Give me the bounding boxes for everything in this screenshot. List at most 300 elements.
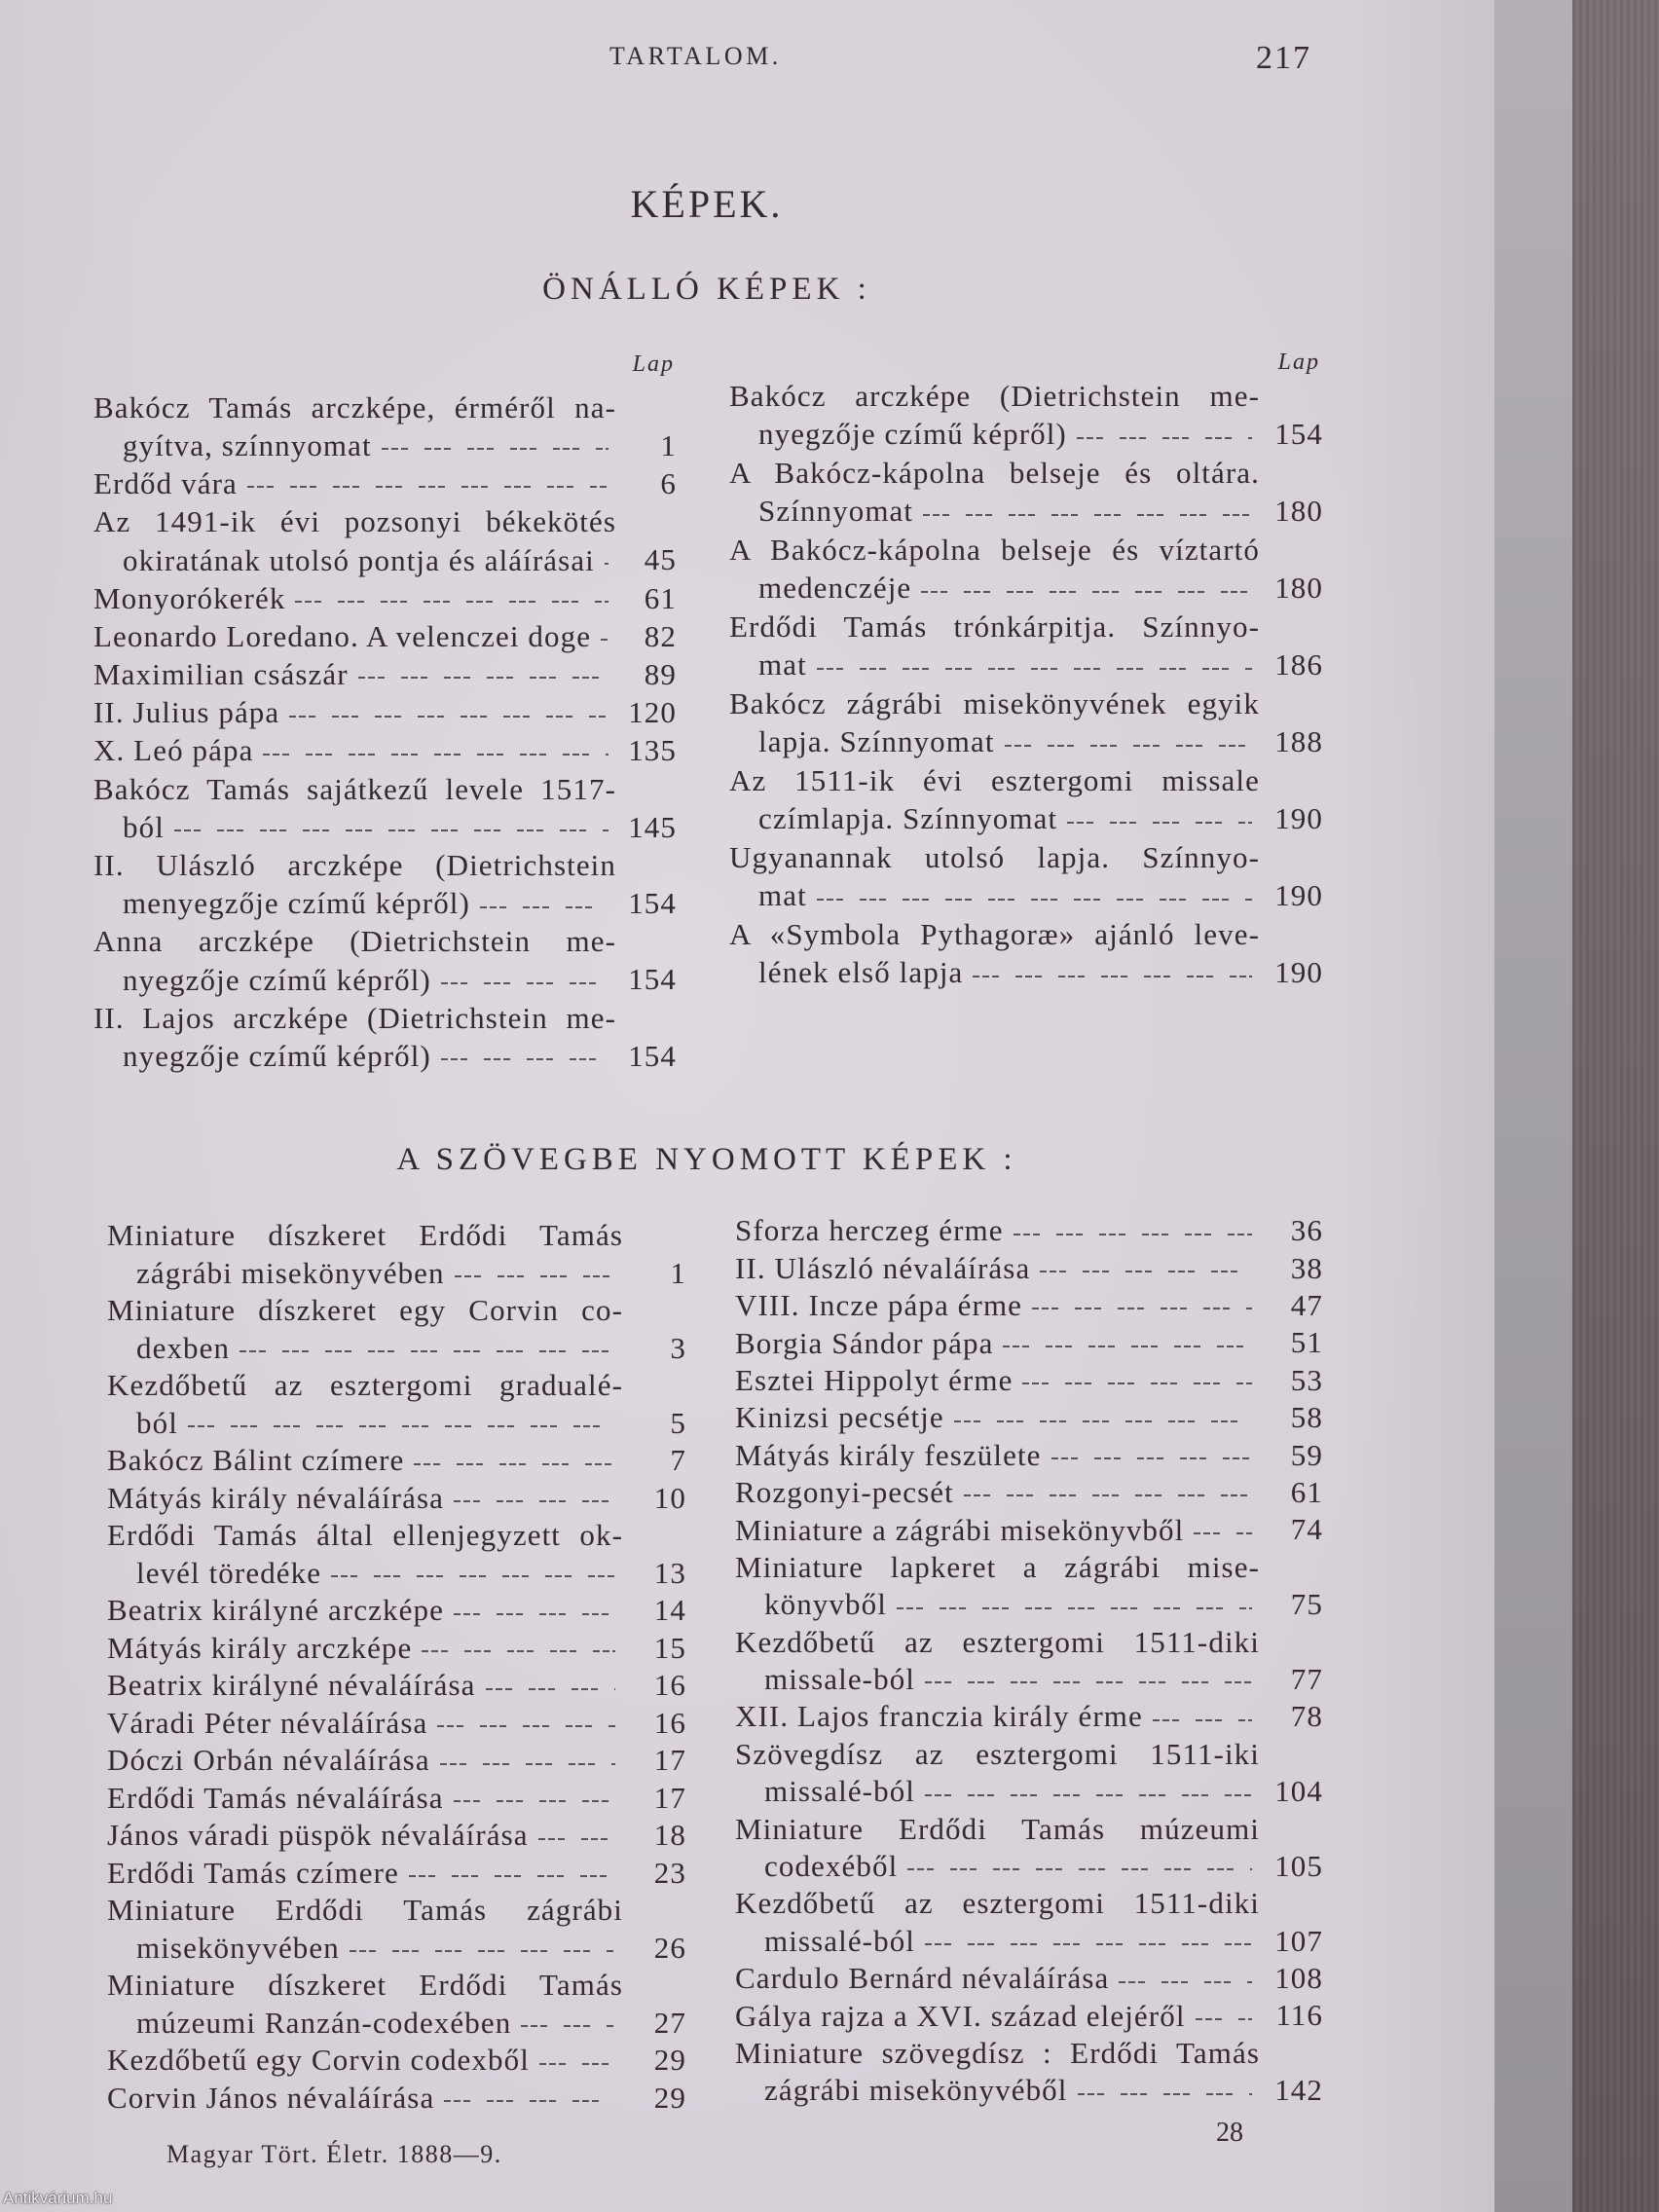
entry-line <box>735 1773 1323 1810</box>
entry-line <box>729 838 1260 877</box>
entry-title-text: Kezdőbetű az esztergomi 1511-diki <box>735 1886 1260 1921</box>
entry-page-number: 82 <box>644 618 677 653</box>
entry-line <box>107 1892 623 1930</box>
toc-entry <box>735 1287 1323 1324</box>
toc-entry <box>735 1399 1323 1436</box>
entry-line <box>735 1511 1323 1548</box>
leader-dots <box>409 1875 615 1877</box>
entry-title-text: Miniature díszkeret Erdődi Tamás <box>107 1968 623 2003</box>
entry-title-text: A Bakócz-kápolna belseje és oltára. <box>729 455 1260 490</box>
entry-page-number: 7 <box>670 1443 686 1478</box>
entry-page-number: 45 <box>644 542 677 577</box>
entry-line <box>93 617 677 655</box>
entry-line <box>735 1661 1323 1698</box>
entry-line <box>735 1623 1260 1660</box>
entry-line <box>735 2072 1323 2109</box>
entry-title-text: Erdőd vára <box>93 466 238 501</box>
leader-dots <box>897 1607 1252 1609</box>
entry-title-text: II. Ulászló arczképe (Dietrichstein <box>93 848 616 883</box>
toc-entry <box>735 1436 1323 1473</box>
entry-line <box>729 454 1260 493</box>
leader-dots <box>440 1763 615 1765</box>
entry-page-number: 17 <box>653 1743 686 1778</box>
entry-title-text: Bakócz arczképe (Dietrichstein me- <box>729 378 1260 413</box>
toc-entry <box>107 1292 686 1367</box>
entry-title-text: A Bakócz-kápolna belseje és víztartó <box>729 532 1260 567</box>
entry-page-number: 116 <box>1275 1998 1323 2033</box>
entry-page-number: 27 <box>653 2005 686 2040</box>
entry-page-number: 74 <box>1290 1512 1323 1547</box>
entry-line <box>107 1855 686 1893</box>
toc-entry <box>735 1511 1323 1548</box>
leader-dots <box>263 754 608 756</box>
toc-entry <box>735 1549 1323 1624</box>
toc-entry <box>729 761 1323 838</box>
entry-title-text: Bakócz Tamás arczképe, érméről na- <box>93 389 616 424</box>
entry-line <box>93 884 677 922</box>
entry-title-text: Maximilian császár <box>93 657 349 692</box>
entry-title-text: zágrábi misekönyvében <box>136 1255 445 1290</box>
toc-entry <box>735 1324 1323 1361</box>
entry-line <box>107 1930 686 1968</box>
toc-entry <box>93 694 677 732</box>
entry-title-text: Szövegdísz az esztergomi 1511-iki <box>735 1736 1260 1771</box>
entry-line <box>735 1287 1323 1324</box>
entry-line <box>93 655 677 693</box>
entry-title-text: II. Ulászló névaláírása <box>735 1250 1031 1285</box>
leader-dots <box>247 486 608 488</box>
toc-entry <box>107 1855 686 1893</box>
entry-line <box>735 1885 1260 1922</box>
leader-dots <box>925 1943 1252 1945</box>
entry-line <box>729 377 1260 416</box>
toc-column-right <box>729 377 1323 992</box>
entry-title-text: Az 1511-ik évi esztergomi missale <box>729 762 1260 797</box>
leader-dots <box>331 1575 615 1577</box>
entry-line <box>735 1436 1323 1473</box>
toc-entry <box>729 684 1323 761</box>
leader-dots <box>1077 437 1252 439</box>
entry-line <box>735 1362 1323 1399</box>
entry-title-text: Miniature díszkeret Erdődi Tamás <box>107 1218 623 1253</box>
entry-title-text: Miniature díszkeret egy Corvin co- <box>107 1293 623 1328</box>
entry-line <box>107 1705 686 1743</box>
toc-entry <box>107 1592 686 1630</box>
page-edge-strip <box>1494 0 1572 2212</box>
entry-title-text: X. Leó pápa <box>93 733 254 768</box>
entry-title-text: Beatrix királyné névaláírása <box>107 1668 476 1703</box>
entry-title-text: Mátyás király arczképe <box>107 1630 413 1665</box>
leader-dots <box>1032 1308 1252 1309</box>
leader-dots <box>240 1350 615 1352</box>
toc-entry <box>735 1810 1323 1885</box>
entry-line <box>107 2080 686 2118</box>
toc-entry <box>729 454 1323 531</box>
entry-line <box>107 1480 686 1518</box>
entry-page-number: 190 <box>1274 878 1323 913</box>
entry-line <box>107 1817 686 1855</box>
toc-entry <box>93 617 677 655</box>
toc-entry <box>107 1742 686 1780</box>
toc-entry <box>107 1705 686 1743</box>
entry-line <box>107 1967 623 2005</box>
leader-dots <box>1022 1382 1252 1384</box>
entry-page-number: 186 <box>1274 647 1323 682</box>
leader-dots <box>437 1725 615 1727</box>
entry-line <box>107 1667 686 1705</box>
entry-title-text: Erdődi Tamás czímere <box>107 1855 399 1890</box>
entry-page-number: 38 <box>1290 1250 1323 1285</box>
entry-page-number: 36 <box>1290 1213 1323 1248</box>
entry-page-number: 15 <box>653 1630 686 1665</box>
entry-title-text: Kezdőbetű az esztergomi gradualé- <box>107 1368 623 1403</box>
entry-line <box>93 388 616 426</box>
section-heading-standalone-images: ÖNÁLLÓ KÉPEK : <box>542 272 871 307</box>
entry-line <box>735 1586 1323 1623</box>
entry-title-text: múzeumi Ranzán-codexében <box>136 2005 512 2040</box>
leader-dots <box>1078 2093 1253 2095</box>
toc-entry <box>107 1967 686 2042</box>
entry-page-number: 154 <box>628 962 677 997</box>
section-heading-text-images: A SZÖVEGBE NYOMOTT KÉPEK : <box>396 1142 1017 1177</box>
entry-page-number: 120 <box>628 695 677 730</box>
toc-entry <box>93 655 677 693</box>
entry-line <box>735 1848 1323 1885</box>
entry-title-text: Gálya rajza a XVI. század elejéről <box>735 1998 1186 2033</box>
entry-line <box>93 846 616 884</box>
entry-line <box>729 608 1260 646</box>
toc-entry <box>107 2080 686 2118</box>
leader-dots <box>925 1681 1252 1683</box>
entry-title-text: lapja. Színnyomat <box>758 724 995 759</box>
entry-page-number: 104 <box>1274 1774 1323 1809</box>
leader-dots <box>358 677 608 679</box>
entry-title-text: nyegzője czímű képről) <box>758 417 1067 452</box>
entry-page-number: 105 <box>1274 1848 1323 1883</box>
entry-line <box>735 1810 1260 1847</box>
entry-page-number: 142 <box>1274 2073 1323 2108</box>
leader-dots <box>1005 745 1252 747</box>
entry-line <box>107 1442 686 1480</box>
entry-title-text: Miniature lapkeret a zágrábi mise- <box>735 1549 1260 1584</box>
leader-dots <box>414 1463 615 1465</box>
leader-dots <box>964 1494 1252 1496</box>
toc-entry <box>107 1780 686 1818</box>
entry-title-text: menyegzője czímű képről) <box>123 886 470 921</box>
entry-line <box>735 1249 1323 1286</box>
entry-line <box>735 1922 1323 1959</box>
leader-dots <box>538 1838 615 1840</box>
leader-dots <box>1067 822 1252 824</box>
entry-line <box>107 1292 623 1330</box>
entry-page-number: 108 <box>1274 1961 1323 1995</box>
entry-title-text: VIII. Incze pápa érme <box>735 1288 1023 1323</box>
entry-page-number: 1 <box>660 427 677 462</box>
entry-page-number: 29 <box>653 2043 686 2078</box>
entry-title-text: Erdődi Tamás által ellenjegyzett ok- <box>107 1518 623 1553</box>
leader-dots <box>454 1800 615 1802</box>
toc-entry <box>107 2042 686 2080</box>
entry-line <box>729 646 1323 685</box>
entry-page-number: 154 <box>628 1038 677 1073</box>
entry-line <box>735 2035 1260 2072</box>
entry-title-text: Színnyomat <box>758 494 914 529</box>
entry-page-number: 78 <box>1290 1699 1323 1734</box>
entry-title-text: II. Julius pápa <box>93 695 280 730</box>
entry-page-number: 89 <box>644 656 677 691</box>
entry-title-text: dexben <box>136 1330 231 1365</box>
entry-title-text: Anna arczképe (Dietrichstein me- <box>93 924 616 959</box>
leader-dots <box>923 514 1252 516</box>
entry-page-number: 53 <box>1290 1362 1323 1397</box>
leader-dots <box>907 1868 1252 1870</box>
toc-entry <box>93 732 677 770</box>
leader-dots <box>925 1794 1252 1796</box>
entry-page-number: 61 <box>1290 1474 1323 1509</box>
leader-dots <box>1119 1981 1252 1983</box>
toc-column-right <box>735 1212 1323 2109</box>
entry-title-text: A «Symbola Pythagoræ» ajánló leve- <box>729 916 1260 951</box>
entry-title-text: II. Lajos arczképe (Dietrichstein me- <box>93 1000 616 1035</box>
leader-dots <box>817 899 1252 901</box>
toc-entry <box>735 1623 1323 1698</box>
leader-dots <box>1153 1719 1252 1721</box>
page-column-label-left: Lap <box>632 351 675 377</box>
entry-line <box>729 915 1260 954</box>
toc-entry <box>735 1735 1323 1810</box>
toc-entry <box>735 1362 1323 1399</box>
toc-entry <box>729 377 1323 454</box>
entry-title-text: Borgia Sándor pápa <box>735 1325 994 1360</box>
entry-line <box>93 426 677 464</box>
entry-line <box>107 1255 686 1293</box>
entry-title-text: gyítva, színnyomat <box>123 427 372 462</box>
entry-page-number: 1 <box>670 1255 686 1290</box>
entry-line <box>107 1330 686 1368</box>
entry-title-text: Ugyanannak utolsó lapja. Színnyo- <box>729 839 1260 874</box>
toc-entry <box>107 1667 686 1705</box>
entry-title-text: zágrábi misekönyvéből <box>764 2073 1068 2108</box>
toc-entry <box>735 1960 1323 1997</box>
entry-page-number: 6 <box>660 465 677 500</box>
entry-title-text: Erdődi Tamás névaláírása <box>107 1780 444 1815</box>
entry-title-text: könyvből <box>764 1587 887 1622</box>
entry-title-text: Sforza herczeg érme <box>735 1213 1004 1248</box>
leader-dots <box>921 591 1252 593</box>
entry-title-text: mat <box>758 878 807 913</box>
toc-entry <box>729 531 1323 608</box>
toc-entry <box>729 838 1323 915</box>
entry-title-text: Miniature Erdődi Tamás zágrábi <box>107 1893 623 1928</box>
entry-line <box>735 1324 1323 1361</box>
page-column-label-right: Lap <box>1277 350 1320 375</box>
toc-entry <box>107 1630 686 1668</box>
leader-dots <box>521 2025 615 2027</box>
entry-page-number: 16 <box>653 1705 686 1740</box>
leader-dots <box>954 1420 1252 1422</box>
leader-dots <box>188 1425 615 1427</box>
entry-page-number: 58 <box>1290 1400 1323 1435</box>
entry-page-number: 10 <box>653 1480 686 1515</box>
entry-title-text: Váradi Péter névaláírása <box>107 1705 428 1740</box>
leader-dots <box>455 1275 615 1277</box>
entry-title-text: Cardulo Bernárd névaláírása <box>735 1961 1110 1996</box>
entry-page-number: 135 <box>628 733 677 768</box>
entry-title-text: Kezdőbetű egy Corvin codexből <box>107 2043 530 2078</box>
toc-entry <box>93 999 677 1075</box>
entry-line <box>93 999 616 1037</box>
leader-dots <box>289 716 608 718</box>
entry-page-number: 180 <box>1274 571 1323 606</box>
entry-title-text: Beatrix királyné arczképe <box>107 1593 444 1628</box>
entry-line <box>729 531 1260 570</box>
entry-page-number: 77 <box>1290 1661 1323 1696</box>
leader-dots <box>1003 1346 1252 1347</box>
entry-line <box>735 1698 1323 1735</box>
toc-column-left <box>93 388 677 1075</box>
leader-dots <box>486 1688 615 1690</box>
entry-title-text: Miniature Erdődi Tamás múzeumi <box>735 1811 1260 1846</box>
toc-entry <box>93 923 677 999</box>
entry-title-text: Dóczi Orbán névaláírása <box>107 1743 430 1778</box>
entry-line <box>735 1960 1323 1997</box>
leader-dots <box>174 830 608 831</box>
entry-line <box>93 732 677 770</box>
entry-title-text: János váradi püspök névaláírása <box>107 1818 529 1853</box>
entry-title-text: Esztei Hippolyt érme <box>735 1362 1014 1397</box>
entry-page-number: 16 <box>653 1668 686 1703</box>
toc-entry <box>93 770 677 846</box>
entry-title-text: mat <box>758 647 807 682</box>
leader-dots <box>350 1950 615 1952</box>
entry-title-text: Miniature a zágrábi misekönyvből <box>735 1512 1185 1547</box>
sheet-number: 28 <box>1216 2118 1243 2148</box>
entry-title-text: nyegzője czímű képről) <box>123 962 431 997</box>
entry-page-number: 5 <box>670 1405 686 1440</box>
toc-entry <box>93 388 677 464</box>
entry-line <box>729 761 1260 800</box>
entry-page-number: 3 <box>670 1330 686 1365</box>
entry-title-text: Bakócz Tamás sajátkezű levele 1517- <box>93 771 616 806</box>
leader-dots <box>605 563 608 565</box>
toc-column-left <box>107 1217 686 2117</box>
entry-line <box>93 808 677 846</box>
entry-title-text: okiratának utolsó pontja és aláírásai <box>123 542 595 577</box>
toc-entry <box>107 1817 686 1855</box>
toc-entry <box>93 579 677 617</box>
entry-title-text: Rozgonyi-pecsét <box>735 1475 954 1510</box>
entry-line <box>93 770 616 808</box>
entry-line <box>735 1997 1323 2034</box>
entry-line <box>93 541 677 579</box>
entry-line <box>735 1735 1260 1772</box>
entry-title-text: ból <box>123 809 165 844</box>
leader-dots <box>441 982 608 984</box>
entry-line <box>107 2042 686 2080</box>
entry-line <box>107 1780 686 1818</box>
entry-page-number: 75 <box>1290 1587 1323 1622</box>
toc-entry <box>107 1217 686 1292</box>
entry-page-number: 190 <box>1274 801 1323 836</box>
toc-entry <box>107 1442 686 1480</box>
leader-dots <box>1051 1457 1252 1459</box>
toc-entry <box>735 1997 1323 2034</box>
entry-title-text: missale-ból <box>764 1662 916 1697</box>
entry-line <box>93 923 616 961</box>
entry-page-number: 14 <box>653 1593 686 1628</box>
entry-page-number: 13 <box>653 1555 686 1590</box>
entry-line <box>107 1367 623 1405</box>
leader-dots <box>454 1500 615 1502</box>
entry-title-text: Kezdőbetű az esztergomi 1511-diki <box>735 1624 1260 1659</box>
entry-title-text: medenczéje <box>758 571 912 606</box>
entry-line <box>93 694 677 732</box>
toc-entry <box>107 1480 686 1518</box>
entry-page-number: 190 <box>1274 955 1323 990</box>
toc-entry <box>735 1212 1323 1249</box>
entry-page-number: 145 <box>628 809 677 844</box>
entry-title-text: Corvin János névaláírása <box>107 2080 435 2115</box>
toc-entry <box>93 846 677 922</box>
toc-entry <box>107 1367 686 1442</box>
toc-entry <box>735 1249 1323 1286</box>
toc-entry <box>729 915 1323 992</box>
entry-line <box>735 1399 1323 1436</box>
entry-title-text: Leonardo Loredano. A velenczei doge <box>93 618 592 653</box>
entry-line <box>735 1549 1260 1586</box>
background-surface <box>1572 0 1659 2212</box>
entry-page-number: 61 <box>644 580 677 615</box>
toc-entry <box>735 1698 1323 1735</box>
entry-title-text: Bakócz Bálint czímere <box>107 1443 405 1478</box>
toc-entry <box>107 1517 686 1592</box>
entry-line <box>107 1630 686 1668</box>
entry-line <box>729 877 1323 916</box>
entry-page-number: 18 <box>653 1818 686 1853</box>
watermark: Antikvárium.hu <box>3 2189 113 2207</box>
page-title: KÉPEK. <box>630 182 784 226</box>
entry-title-text: missalé-ból <box>764 1774 916 1809</box>
entry-title-text: missalé-ból <box>764 1923 916 1958</box>
entry-page-number: 154 <box>1274 417 1323 452</box>
entry-title-text: nyegzője czímű képről) <box>123 1038 431 1073</box>
entry-line <box>107 2005 686 2043</box>
entry-line <box>107 1592 686 1630</box>
entry-title-text: Az 1491-ik évi pozsonyi békekötés <box>93 504 616 539</box>
leader-dots <box>539 2063 615 2065</box>
entry-page-number: 23 <box>653 1855 686 1890</box>
entry-page-number: 107 <box>1274 1923 1323 1958</box>
entry-title-text: XII. Lajos franczia király érme <box>735 1699 1143 1734</box>
leader-dots <box>480 906 608 908</box>
entry-line <box>107 1742 686 1780</box>
entry-page-number: 188 <box>1274 724 1323 759</box>
entry-line <box>107 1555 686 1593</box>
leader-dots <box>441 1058 608 1060</box>
entry-page-number: 29 <box>653 2080 686 2115</box>
leader-dots <box>1014 1234 1252 1235</box>
entry-title-text: Monyorókerék <box>93 580 286 615</box>
entry-title-text: Mátyás király feszülete <box>735 1437 1042 1472</box>
entry-line <box>93 1037 677 1075</box>
entry-title-text: codexéből <box>764 1849 899 1884</box>
entry-line <box>93 961 677 999</box>
leader-dots <box>444 2100 615 2102</box>
toc-entry <box>729 608 1323 684</box>
entry-line <box>729 684 1260 723</box>
entry-line <box>93 464 677 502</box>
toc-entry <box>93 464 677 502</box>
